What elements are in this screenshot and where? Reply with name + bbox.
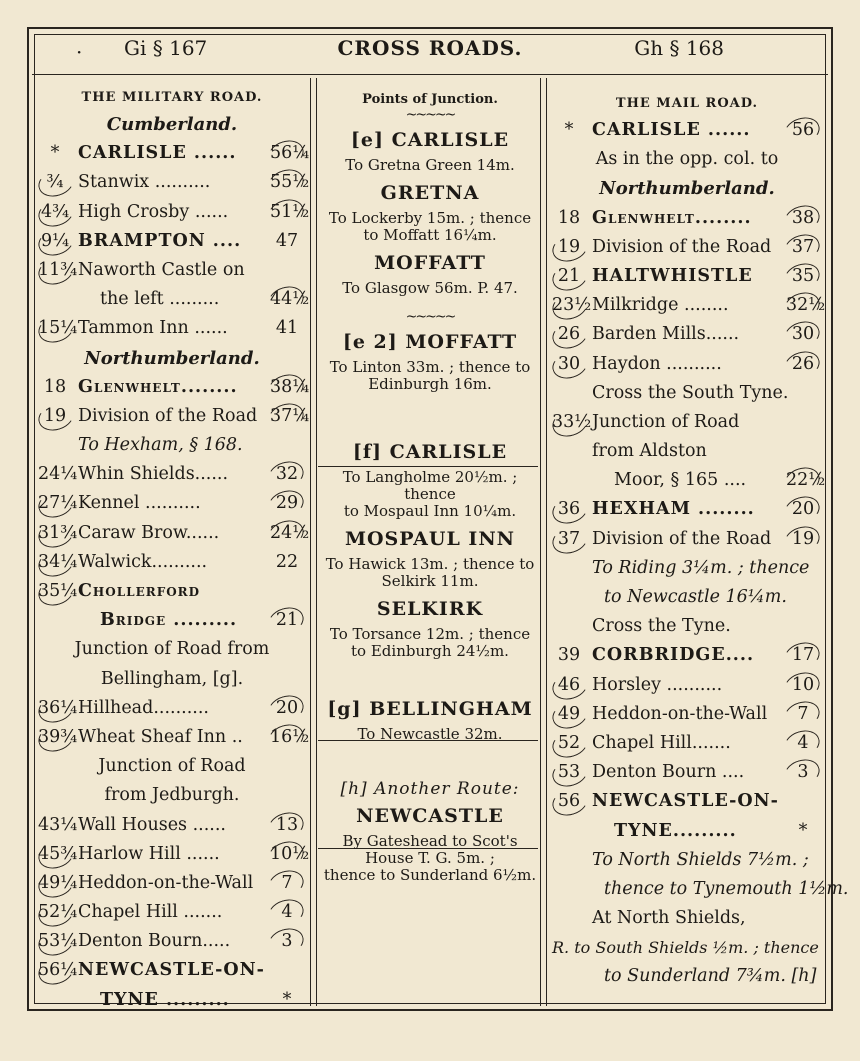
mail-road-row — [552, 758, 822, 787]
miles-to-end: 37¼ — [270, 402, 304, 431]
miles-to-end: 38¼ — [270, 373, 304, 402]
military-road-row — [38, 431, 306, 460]
place-name: HEXHAM ........ — [592, 499, 755, 520]
junction-text: To Hawick 13m. ; thence to — [325, 555, 535, 573]
place-name: Harlow Hill ...... — [78, 843, 220, 864]
junction-note: from Jedburgh. — [104, 785, 240, 806]
junction-block-f3 — [318, 598, 542, 660]
junction-block-h0 — [318, 779, 542, 799]
header-right-ref: Gh § 168 — [634, 36, 724, 60]
junction-block-f1 — [318, 441, 542, 520]
military-road-row — [38, 314, 306, 343]
place-name: HALTWHISTLE — [592, 265, 753, 286]
military-road-row — [38, 898, 306, 927]
military-road-row — [38, 927, 306, 956]
mail-road-row — [552, 817, 822, 846]
mail-road-row — [552, 525, 822, 554]
mail-road-row — [552, 787, 822, 816]
miles-to-end: 29 — [270, 489, 304, 518]
miles-from-start: 52 — [552, 729, 586, 758]
junction-text: To Newcastle 32m. — [357, 725, 503, 743]
military-road-row — [38, 198, 310, 227]
place-name: Cross the Tyne. — [592, 616, 731, 637]
junction-text: To Langholme 20½m. ; thence — [342, 468, 518, 503]
miles-from-start: 56 — [552, 787, 586, 816]
place-name: To Riding 3¼m. ; thence — [592, 557, 810, 578]
place-name: Denton Bourn..... — [78, 931, 231, 952]
miles-from-start: 9¼ — [38, 227, 72, 256]
junction-block-e1 — [318, 129, 542, 174]
miles-from-start: 11¾ — [38, 256, 72, 285]
junction-text: Selkirk 11m. — [381, 572, 479, 590]
place-name: thence to Tynemouth 1½m. — [604, 878, 849, 899]
miles-to-end: 56¼ — [270, 139, 304, 168]
miles-to-end: 3 — [270, 927, 304, 956]
mail-road-row — [552, 495, 822, 524]
miles-to-end: 7 — [270, 869, 304, 898]
military-road-row — [38, 781, 306, 810]
place-name: CARLISLE ...... — [592, 120, 751, 140]
points-of-junction-column — [318, 92, 542, 884]
junction-title: MOFFATT — [374, 252, 486, 274]
miles-from-start: 53 — [552, 758, 586, 787]
military-road-row — [38, 752, 306, 781]
place-name: TYNE......... — [614, 820, 737, 841]
place-name: NEWCASTLE-ON- — [78, 960, 265, 981]
mail-road-row — [552, 116, 822, 145]
mail-road-row — [552, 700, 822, 729]
junction-title: GRETNA — [380, 182, 480, 204]
miles-to-end: 30 — [786, 320, 820, 349]
junction-title: [e 2] MOFFATT — [342, 331, 518, 353]
place-name: Hillhead.......... — [78, 697, 209, 718]
miles-to-end: 21 — [270, 606, 304, 635]
place-name: the left ......... — [100, 289, 220, 310]
miles-from-start: 36 — [552, 495, 586, 524]
miles-to-end: 35 — [786, 262, 820, 291]
junction-block-f2 — [318, 528, 542, 590]
place-name: Division of the Road — [78, 405, 258, 426]
military-road-row — [38, 811, 306, 840]
miles-to-end: 56 — [786, 116, 820, 145]
miles-from-start: * — [564, 120, 574, 140]
miles-to-end: 55½ — [270, 168, 304, 197]
miles-from-start: * — [50, 143, 60, 164]
mail-road-row — [552, 320, 822, 349]
place-name: High Crosby ...... — [78, 201, 229, 222]
place-name: Glenwhelt........ — [592, 207, 752, 228]
county-heading: Northumberland. — [84, 347, 260, 369]
junction-block-e1c — [318, 252, 542, 297]
junction-title: SELKIRK — [376, 598, 484, 620]
miles-to-end: 22½ — [786, 466, 820, 495]
mail-road-row — [552, 671, 822, 700]
junction-text: To Gretna Green 14m. — [345, 156, 515, 174]
miles-from-start: 23½ — [552, 291, 586, 320]
junction-text: To Linton 33m. ; thence to — [329, 358, 531, 376]
military-road-row — [38, 460, 306, 489]
miles-to-end: 37 — [786, 233, 820, 262]
junction-title: [e] CARLISLE — [350, 129, 510, 151]
military-road-row — [38, 665, 306, 694]
military-road-row — [38, 723, 310, 752]
miles-from-start: 21 — [552, 262, 586, 291]
place-name: Wheat Sheaf Inn .. — [78, 726, 243, 747]
mail-road-row — [552, 408, 822, 437]
military-road-row — [38, 694, 306, 723]
miles-from-start: 52¼ — [38, 898, 72, 927]
miles-from-start: 45¾ — [38, 840, 72, 869]
miles-to-end: 3 — [786, 758, 820, 787]
place-name: Chapel Hill....... — [592, 732, 731, 753]
miles-to-end: 10½ — [270, 840, 304, 869]
miles-to-end: 7 — [786, 700, 820, 729]
county-heading: Northumberland. — [599, 178, 775, 200]
military-road-row — [38, 402, 310, 431]
place-name: R. to South Shields ½m. ; thence — [552, 938, 819, 958]
place-name: Chollerford — [78, 581, 201, 601]
miles-from-start: 24¼ — [38, 464, 78, 485]
junction-note: Junction of Road from — [74, 639, 270, 660]
place-name: Heddon-on-the-Wall — [78, 872, 254, 893]
miles-to-end: 24½ — [270, 519, 304, 548]
mail-road-row — [552, 204, 822, 233]
place-name: to Sunderland 7¾m. [h] — [604, 966, 817, 987]
miles-to-end: 13 — [270, 811, 304, 840]
junction-note: As in the opp. col. to — [595, 149, 779, 170]
miles-to-end: 4 — [786, 729, 820, 758]
miles-from-start: 33½ — [552, 408, 586, 437]
miles-from-start: 18 — [43, 376, 67, 397]
junction-block-h1 — [318, 805, 542, 884]
mail-road-row — [552, 466, 826, 495]
page-title: CROSS ROADS. — [337, 36, 523, 60]
miles-from-start: 39 — [557, 645, 581, 666]
miles-from-start: 43¼ — [38, 814, 78, 835]
mail-road-row — [552, 933, 822, 962]
mail-road-row — [552, 612, 822, 641]
miles-to-end: 22 — [275, 551, 299, 572]
military-road-row — [38, 489, 306, 518]
header-rule — [32, 74, 828, 75]
miles-to-end: 4 — [270, 898, 304, 927]
miles-to-end: 20 — [786, 495, 820, 524]
mail-road-row — [552, 729, 822, 758]
miles-from-start: 4¾ — [38, 198, 72, 227]
military-road-row — [38, 956, 306, 985]
miles-from-start: 35¼ — [38, 577, 72, 606]
military-road-row — [38, 344, 306, 373]
miles-from-start: 56¼ — [38, 956, 72, 985]
miles-from-start: ¾ — [38, 168, 72, 197]
mail-road-row — [552, 379, 822, 408]
junction-note: Junction of Road — [98, 756, 246, 777]
junction-text: By Gateshead to Scot's — [342, 832, 518, 850]
miles-to-end: 20 — [270, 694, 304, 723]
junction-text: thence to Sunderland 6½m. — [323, 866, 537, 884]
place-name: Whin Shields...... — [78, 464, 229, 485]
mail-road-row — [552, 262, 822, 291]
place-name: Barden Mills...... — [592, 324, 740, 345]
mail-road-row — [552, 641, 822, 670]
mail-road-row — [552, 583, 822, 612]
miles-from-start: 39¾ — [38, 723, 72, 752]
junction-title: MOSPAUL INN — [344, 528, 516, 550]
junction-text: House T. G. 5m. ; — [365, 849, 495, 867]
place-name: Kennel .......... — [78, 493, 201, 514]
miles-to-end: 47 — [275, 230, 299, 251]
place-name: from Aldston — [592, 441, 707, 462]
military-road-row — [38, 110, 306, 139]
place-name: Chapel Hill ....... — [78, 902, 223, 923]
divider-left-2 — [316, 78, 317, 1006]
page-header — [36, 36, 824, 66]
military-road-row — [38, 869, 306, 898]
mail-road-row — [552, 904, 822, 933]
military-road-row — [38, 373, 310, 402]
place-name: At North Shields, — [592, 908, 746, 929]
place-name: Division of the Road — [592, 528, 772, 549]
junction-text: To Glasgow 56m. P. 47. — [342, 279, 518, 297]
mail-road-row — [552, 350, 822, 379]
place-name: Stanwix .......... — [78, 172, 211, 193]
junction-block-e2 — [318, 331, 542, 393]
junction-text: To Torsance 12m. ; thence — [329, 625, 531, 643]
miles-from-start: 49¼ — [38, 869, 72, 898]
miles-to-end: 26 — [786, 350, 820, 379]
mail-road-row — [552, 875, 849, 904]
junction-title: NEWCASTLE — [356, 805, 504, 827]
miles-from-start: 49 — [552, 700, 586, 729]
miles-from-start: 36¼ — [38, 694, 72, 723]
place-name: TYNE ......... — [100, 989, 230, 1010]
place-name: To Hexham, § 168. — [78, 435, 243, 456]
miles-from-start: 31¾ — [38, 519, 72, 548]
place-name: Tammon Inn ...... — [78, 318, 228, 339]
miles-from-start: 46 — [552, 671, 586, 700]
place-name: Milkridge ........ — [592, 295, 729, 316]
miles-from-start: 18 — [557, 207, 581, 228]
place-name: To North Shields 7½m. ; — [592, 849, 809, 870]
junction-title: [g] BELLINGHAM — [327, 698, 533, 720]
county-heading: Cumberland. — [106, 114, 238, 135]
miles-from-start: 15¼ — [38, 314, 72, 343]
miles-from-start: 37 — [552, 525, 586, 554]
miles-from-start: 19 — [552, 233, 586, 262]
junction-text: to Mospaul Inn 10¼m. — [343, 502, 517, 520]
miles-to-end: 44½ — [270, 285, 304, 314]
place-name: Wall Houses ...... — [78, 814, 226, 835]
military-road-row — [38, 635, 306, 664]
miles-to-end: 32 — [270, 460, 304, 489]
place-name: Glenwhelt........ — [78, 376, 238, 397]
junction-title: [f] CARLISLE — [352, 441, 508, 463]
mail-road-row — [552, 291, 826, 320]
points-title: Points of Junction. — [362, 92, 498, 107]
miles-to-end: 38 — [786, 204, 820, 233]
place-name: NEWCASTLE-ON- — [592, 791, 779, 812]
divider-right-2 — [546, 78, 547, 1006]
ornament: ~~~~~ — [405, 309, 455, 325]
miles-from-start: 34¼ — [38, 548, 72, 577]
mail-road-row — [552, 437, 822, 466]
mail-road-row — [552, 145, 822, 174]
military-road-row — [38, 840, 310, 869]
miles-from-start: 30 — [552, 350, 586, 379]
ornament: ~~~~~ — [405, 107, 455, 123]
miles-to-end: 10 — [786, 671, 820, 700]
place-name: Haydon .......... — [592, 353, 722, 374]
mail-road-title: THE MAIL ROAD. — [615, 96, 759, 111]
military-road-row — [38, 986, 306, 1015]
place-name: BRAMPTON .... — [78, 230, 242, 251]
miles-to-end: 32½ — [786, 291, 820, 320]
place-name: to Newcastle 16¼m. — [604, 587, 787, 607]
military-road-row — [38, 548, 306, 577]
military-road-row — [38, 285, 310, 314]
military-road-row — [38, 168, 310, 197]
military-road-row — [38, 256, 306, 285]
miles-from-start: 27¼ — [38, 489, 72, 518]
junction-block-g — [318, 698, 542, 743]
junction-text: to Moffatt 16¼m. — [363, 226, 497, 244]
junction-text: To Lockerby 15m. ; thence — [328, 209, 532, 227]
military-road-column — [38, 86, 310, 1015]
miles-to-end: * — [282, 989, 292, 1010]
junction-title: [h] Another Route: — [340, 779, 520, 799]
place-name: Cross the South Tyne. — [592, 382, 789, 403]
miles-to-end: 19 — [786, 525, 820, 554]
place-name: Heddon-on-the-Wall — [592, 703, 768, 724]
miles-to-end: 16½ — [270, 723, 304, 752]
place-name: CARLISLE ...... — [78, 143, 237, 164]
miles-from-start: 19 — [38, 402, 72, 431]
place-name: Caraw Brow...... — [78, 522, 220, 543]
miles-from-start: 53¼ — [38, 927, 72, 956]
mail-road-column — [552, 92, 849, 992]
junction-note: Bellingham, [g]. — [100, 668, 244, 689]
junction-block-e1b — [318, 182, 542, 244]
place-name: Moor, § 165 .... — [614, 470, 747, 491]
place-name: Naworth Castle on — [78, 259, 245, 280]
header-dot: · — [76, 40, 83, 64]
miles-to-end: * — [798, 820, 808, 841]
mail-road-row — [552, 962, 822, 991]
miles-to-end: 17 — [786, 641, 820, 670]
military-road-row — [38, 139, 310, 168]
header-left-ref: Gi § 167 — [124, 36, 208, 60]
place-name: CORBRIDGE.... — [592, 645, 755, 666]
military-road-row — [38, 606, 306, 635]
mail-road-row — [552, 554, 822, 583]
junction-text: to Edinburgh 24½m. — [351, 642, 509, 660]
divider-left — [310, 78, 311, 1006]
miles-to-end: 51½ — [270, 198, 304, 227]
mail-road-row — [552, 846, 822, 875]
place-name: Horsley .......... — [592, 674, 723, 695]
military-road-row — [38, 227, 306, 256]
place-name: Bridge ......... — [100, 610, 238, 631]
mail-road-row — [552, 174, 822, 203]
miles-to-end: 41 — [275, 318, 299, 339]
place-name: Denton Bourn .... — [592, 762, 745, 783]
mail-road-row — [552, 233, 822, 262]
military-road-row — [38, 519, 310, 548]
place-name: Walwick.......... — [78, 551, 208, 572]
military-road-row — [38, 577, 306, 606]
military-road-title: THE MILITARY ROAD. — [81, 90, 263, 105]
miles-from-start: 26 — [552, 320, 586, 349]
place-name: Junction of Road — [592, 411, 740, 432]
place-name: Division of the Road — [592, 236, 772, 257]
junction-text: Edinburgh 16m. — [368, 375, 492, 393]
